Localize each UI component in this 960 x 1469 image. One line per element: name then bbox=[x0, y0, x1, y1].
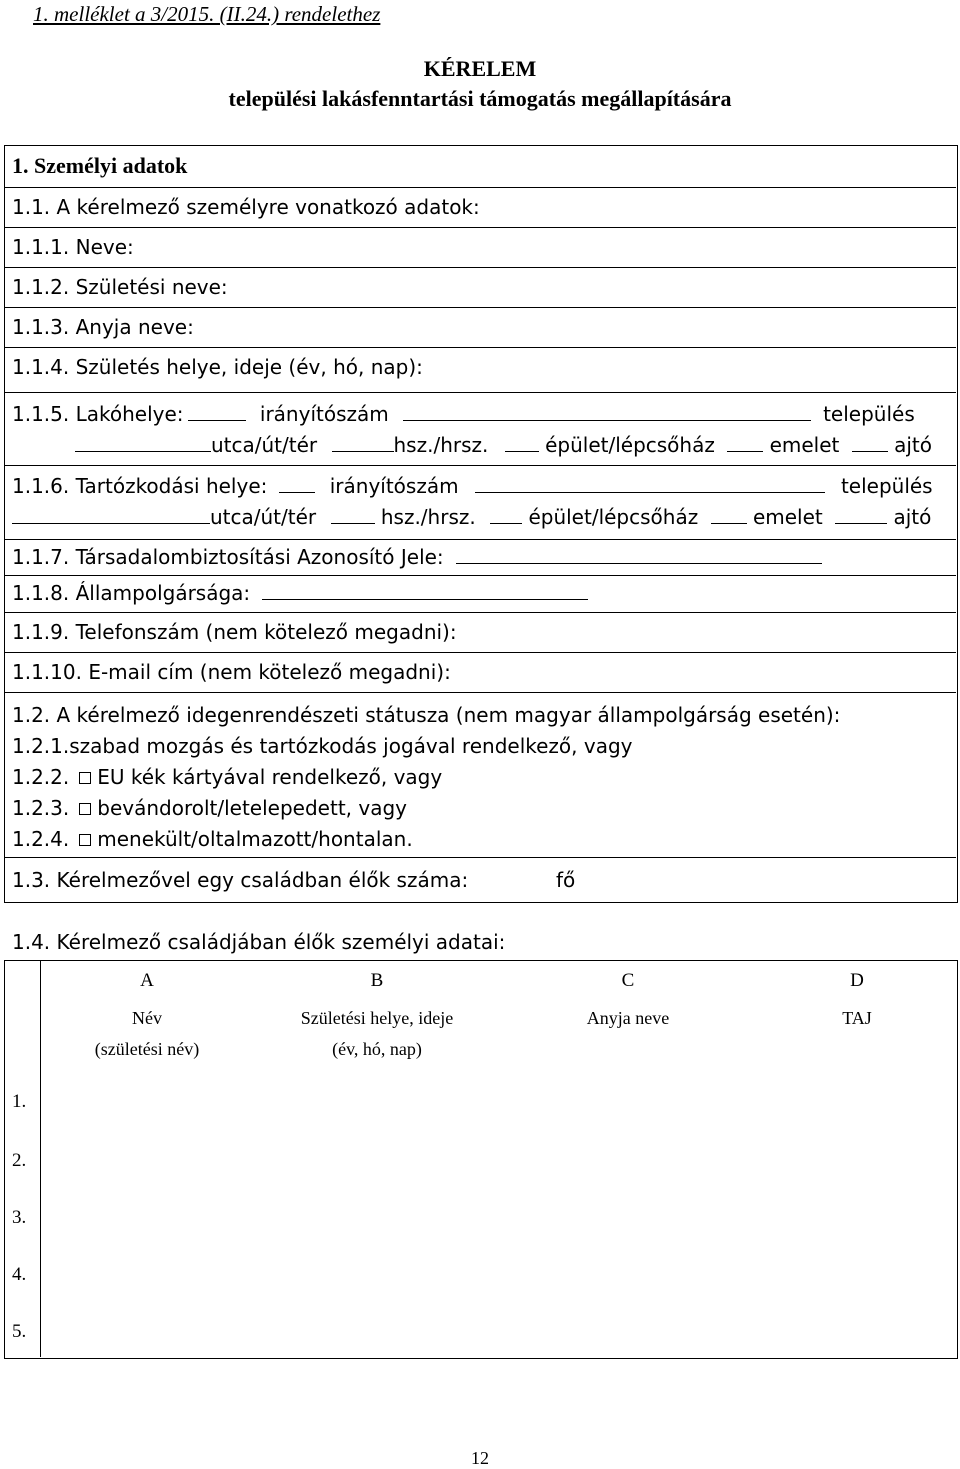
checkbox-icon[interactable] bbox=[79, 834, 91, 846]
family-members-heading: 1.4. Kérelmező családjában élők személyi adatai: bbox=[12, 930, 506, 954]
citizenship-label: 1.1.8. Állampolgársága: bbox=[12, 581, 251, 605]
row-number: 4. bbox=[12, 1264, 27, 1285]
street-blank[interactable] bbox=[12, 505, 210, 524]
column-header-birth bbox=[267, 1003, 487, 1065]
option-number: 1.2.2. bbox=[12, 765, 70, 789]
column-header-name bbox=[57, 1003, 237, 1065]
row-divider bbox=[4, 857, 956, 858]
row-divider bbox=[4, 692, 956, 693]
postcode-label: irányítószám bbox=[329, 474, 459, 498]
row-divider bbox=[4, 347, 956, 348]
status-option-settled[interactable] bbox=[12, 796, 407, 820]
building-blank[interactable] bbox=[490, 505, 522, 524]
door-blank[interactable] bbox=[835, 505, 887, 524]
row-divider bbox=[4, 612, 956, 613]
building-label: épület/lépcsőház bbox=[545, 433, 715, 457]
settlement-label: település bbox=[840, 474, 933, 498]
citizenship-row[interactable] bbox=[12, 581, 588, 605]
form-title: KÉRELEM bbox=[423, 56, 537, 81]
taj-label: 1.1.7. Társadalombiztosítási Azonosító Jele: bbox=[12, 545, 444, 569]
table-row[interactable] bbox=[12, 1207, 26, 1229]
residence-row[interactable] bbox=[12, 402, 915, 426]
row-divider bbox=[4, 539, 956, 540]
postcode-blank[interactable] bbox=[403, 402, 811, 421]
column-letter: D bbox=[850, 970, 864, 991]
postcode-blank[interactable] bbox=[475, 474, 825, 493]
house-number-blank[interactable] bbox=[331, 505, 375, 524]
stay-blank[interactable] bbox=[279, 474, 315, 493]
house-number-blank[interactable] bbox=[332, 433, 394, 452]
street-blank[interactable] bbox=[75, 433, 211, 452]
row-number: 3. bbox=[12, 1207, 27, 1228]
household-count-label[interactable]: 1.3. Kérelmezővel egy családban élők száma: bbox=[12, 868, 469, 892]
row-number: 1. bbox=[12, 1091, 27, 1112]
header-line-1: Születési helye, ideje bbox=[300, 1008, 454, 1028]
option-number: 1.2.4. bbox=[12, 827, 70, 851]
column-letter: B bbox=[370, 970, 384, 991]
door-blank[interactable] bbox=[852, 433, 888, 452]
option-label: menekült/oltalmazott/hontalan. bbox=[97, 827, 413, 851]
stay-address-label: 1.1.6. Tartózkodási helye: bbox=[12, 474, 268, 498]
phone-field-label[interactable]: 1.1.9. Telefonszám (nem kötelező megadni): bbox=[12, 620, 457, 644]
residence-row-2[interactable] bbox=[75, 433, 932, 457]
door-label: ajtó bbox=[894, 433, 932, 457]
email-field-label[interactable]: 1.1.10. E-mail cím (nem kötelező megadni): bbox=[12, 660, 451, 684]
row-divider bbox=[4, 227, 956, 228]
table-row[interactable] bbox=[12, 1150, 26, 1172]
row-number: 2. bbox=[12, 1150, 27, 1171]
street-label: utca/út/tér bbox=[211, 433, 318, 457]
street-label: utca/út/tér bbox=[210, 505, 317, 529]
applicant-data-heading: 1.1. A kérelmező személyre vonatkozó adatok: bbox=[12, 195, 480, 219]
header-line-1: Név bbox=[132, 1008, 162, 1028]
floor-label: emelet bbox=[752, 505, 823, 529]
form-subtitle: települési lakásfenntartási támogatás megállapítására bbox=[228, 86, 732, 111]
postcode-label: irányítószám bbox=[259, 402, 389, 426]
option-label: EU kék kártyával rendelkező, vagy bbox=[97, 765, 443, 789]
settlement-label: település bbox=[823, 402, 915, 426]
header-line-1: Anyja neve bbox=[586, 1008, 670, 1028]
birth-place-date-field-label[interactable]: 1.1.4. Születés helye, ideje (év, hó, nap): bbox=[12, 355, 423, 379]
table-row[interactable] bbox=[12, 1091, 26, 1113]
house-number-label: hsz./hrsz. bbox=[393, 433, 489, 457]
column-header-mother-name bbox=[548, 1003, 708, 1034]
checkbox-icon[interactable] bbox=[79, 803, 91, 815]
floor-label: emelet bbox=[769, 433, 840, 457]
birth-name-field-label[interactable]: 1.1.2. Születési neve: bbox=[12, 275, 228, 299]
row-divider bbox=[4, 392, 956, 393]
checkbox-icon[interactable] bbox=[79, 772, 91, 784]
taj-blank[interactable] bbox=[456, 545, 822, 564]
row-divider bbox=[4, 652, 956, 653]
column-header-taj bbox=[797, 1003, 917, 1034]
header-line-2: (év, hó, nap) bbox=[332, 1039, 422, 1059]
status-option-free-movement[interactable]: 1.2.1.szabad mozgás és tartózkodás jogával rendelkező, vagy bbox=[12, 734, 633, 758]
building-label: épület/lépcsőház bbox=[528, 505, 699, 529]
header-line-2: (születési név) bbox=[94, 1039, 200, 1059]
residence-label: 1.1.5. Lakóhelye: bbox=[12, 402, 184, 426]
row-divider bbox=[4, 465, 956, 466]
citizenship-blank[interactable] bbox=[262, 581, 588, 600]
residence-blank[interactable] bbox=[188, 402, 246, 421]
house-number-label: hsz./hrsz. bbox=[380, 505, 476, 529]
row-divider bbox=[4, 575, 956, 576]
section-title: 1. Személyi adatok bbox=[12, 153, 188, 178]
row-number: 5. bbox=[12, 1321, 27, 1342]
row-divider bbox=[4, 307, 956, 308]
column-letter: A bbox=[140, 970, 154, 991]
table-row[interactable] bbox=[12, 1264, 26, 1286]
household-count-unit: fő bbox=[556, 868, 576, 892]
status-option-eu-blue-card[interactable] bbox=[12, 765, 442, 789]
row-divider bbox=[4, 187, 956, 188]
annex-note: 1. melléklet a 3/2015. (II.24.) rendelethez bbox=[33, 2, 381, 26]
name-field-label[interactable]: 1.1.1. Neve: bbox=[12, 235, 134, 259]
option-label: bevándorolt/letelepedett, vagy bbox=[97, 796, 407, 820]
number-column-divider bbox=[40, 960, 41, 1357]
stay-address-row-2[interactable] bbox=[12, 505, 931, 529]
page-number: 12 bbox=[471, 1448, 489, 1468]
taj-row[interactable] bbox=[12, 545, 822, 569]
column-letter: C bbox=[621, 970, 635, 991]
immigration-status-heading: 1.2. A kérelmező idegenrendészeti státusza (nem magyar állampolgárság esetén): bbox=[12, 703, 841, 727]
row-divider bbox=[4, 267, 956, 268]
stay-address-row[interactable] bbox=[12, 474, 933, 498]
building-blank[interactable] bbox=[505, 433, 539, 452]
option-number: 1.2.3. bbox=[12, 796, 70, 820]
status-option-refugee[interactable] bbox=[12, 827, 413, 851]
floor-blank[interactable] bbox=[727, 433, 763, 452]
table-row[interactable] bbox=[12, 1321, 26, 1343]
header-line-1: TAJ bbox=[842, 1008, 872, 1028]
floor-blank[interactable] bbox=[711, 505, 747, 524]
door-label: ajtó bbox=[893, 505, 932, 529]
mother-name-field-label[interactable]: 1.1.3. Anyja neve: bbox=[12, 315, 194, 339]
